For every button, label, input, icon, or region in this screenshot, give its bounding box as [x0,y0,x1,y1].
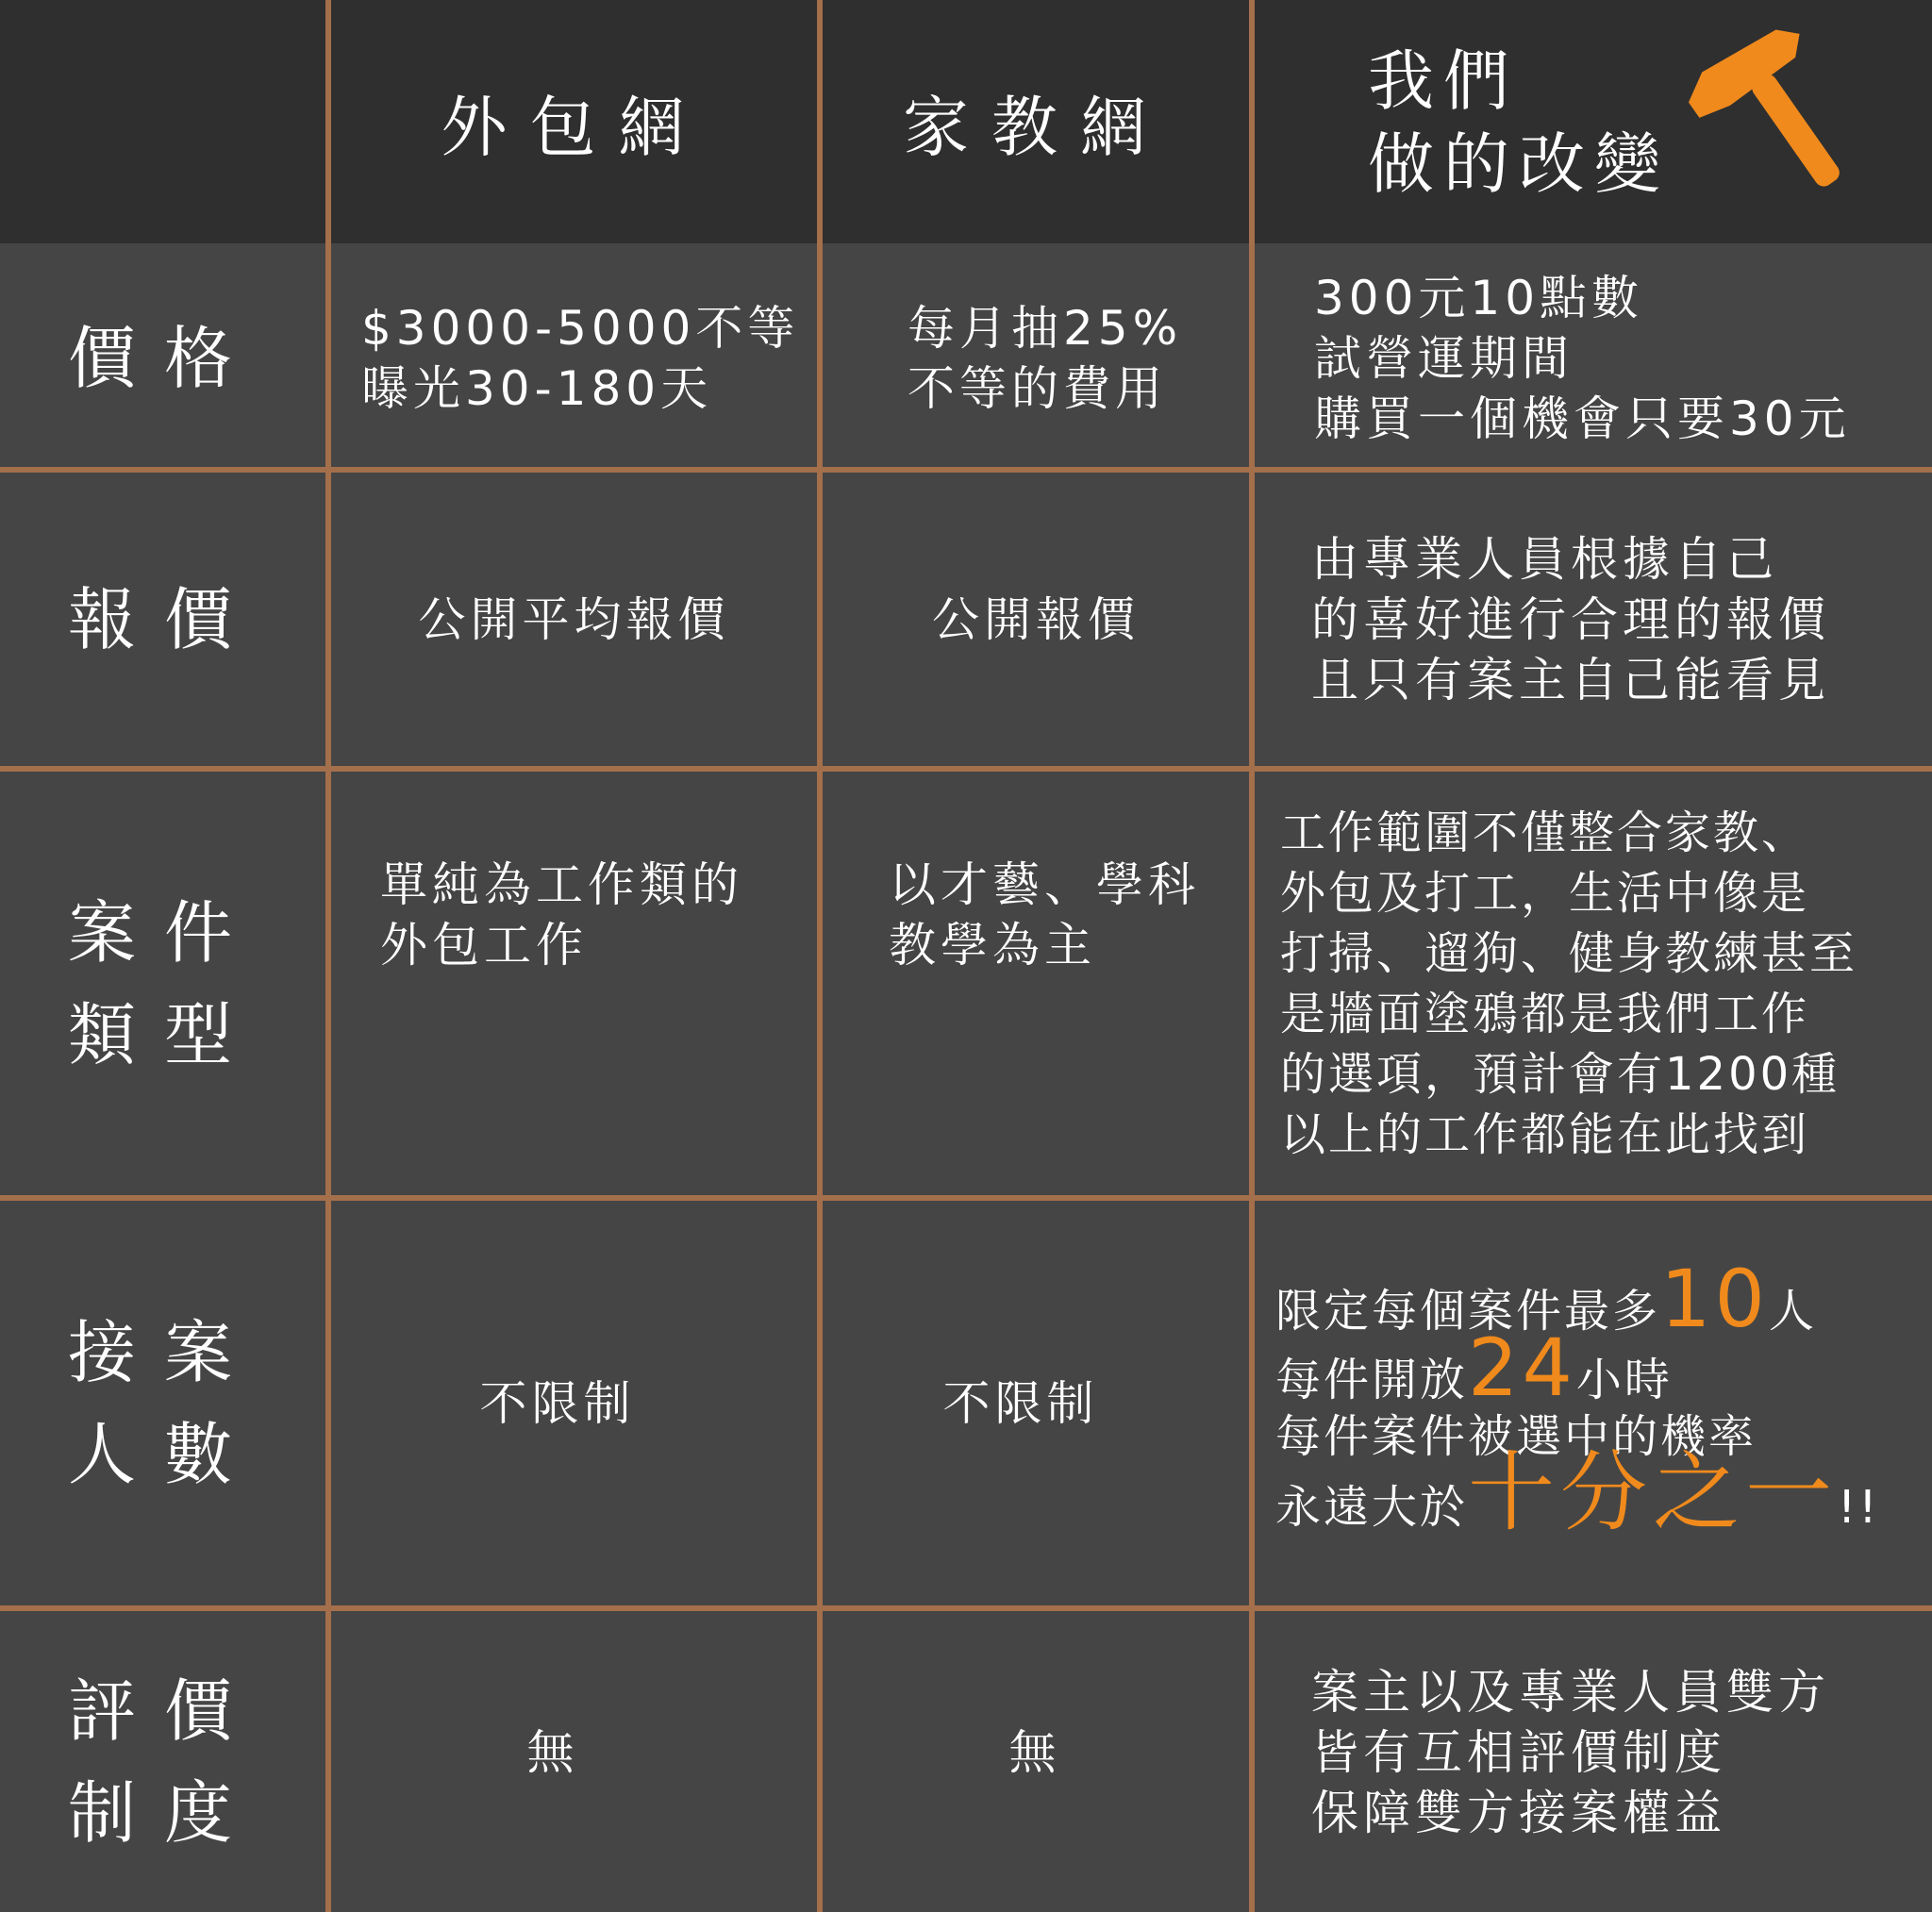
row-label-text: 人數 [68,1414,261,1494]
cell-line: 300元10點數 [1314,270,1644,325]
cell-quote-ours [1311,473,1920,766]
cell-line: 以才藝、學科 [889,857,1200,912]
row-label-text: 制度 [68,1772,261,1853]
row-label-price [0,249,325,467]
cell-line: $3000-5000不等 [361,300,800,356]
cell-price-ours [1314,249,1918,467]
cell-line: 公開平均報價 [418,591,730,647]
text: !! [1838,1481,1880,1534]
cell-line: 不等的費用 [908,360,1167,416]
cell-line: 單純為工作類的 [380,857,743,912]
text: 小時 [1575,1354,1673,1406]
cell-line: 保障雙方接案權益 [1311,1786,1726,1840]
header-our-changes-line: 做的改變 [1368,125,1670,203]
cell-line: 公開報價 [932,591,1140,647]
text: 人 [1768,1285,1817,1338]
cell-line [1275,1322,1673,1414]
cell-line: 案主以及專業人員雙方 [1311,1665,1830,1720]
cell-line: 不限制 [479,1375,636,1431]
header-tutoring-label: 家教網 [903,88,1169,166]
row-label-text: 案件 [68,892,261,973]
header-outsourcing [331,0,817,243]
text: 限定每個案件最多 [1275,1285,1661,1338]
cell-case-type-outsourcing [380,849,814,981]
cell-review-ours [1311,1611,1920,1894]
cell-line: 由專業人員根據自己 [1311,531,1778,587]
hammer-icon [1679,19,1868,198]
cell-line: 打掃、遛狗、健身教練甚至 [1280,926,1858,980]
cell-line: 試營運期間 [1314,330,1574,386]
row-label-text: 評價 [68,1671,261,1751]
cell-line: 的喜好進行合理的報價 [1311,591,1830,647]
header-our-changes-line: 我們 [1368,42,1519,120]
cell-line: 外包工作 [380,918,588,973]
cell-price-outsourcing [361,249,814,467]
cell-case-type-tutoring [889,849,1247,981]
cell-case-type-ours [1280,772,1931,1195]
highlight-number: 10 [1660,1253,1769,1345]
cell-line: 無 [526,1725,579,1780]
text: 永遠大於 [1275,1481,1469,1534]
cell-quote-tutoring [823,473,1249,766]
cell-quote-outsourcing [331,473,817,766]
highlight-text: 十分之一 [1468,1442,1839,1543]
row-label-review [0,1611,325,1912]
cell-line: 教學為主 [889,918,1096,973]
cell-price-tutoring [908,249,1247,467]
row-label-case-type [0,772,325,1195]
cell-review-tutoring [823,1611,1247,1894]
header-tutoring [823,0,1249,243]
cell-line: 每月抽25% [908,300,1183,356]
cell-line: 工作範圍不僅整合家教、 [1280,806,1810,859]
row-label-quote [0,473,325,766]
cell-line [1275,1442,1880,1543]
cell-line: 無 [1008,1725,1061,1780]
cell-line: 每件案件被選中的機率 [1275,1410,1757,1463]
cell-line: 以上的工作都能在此找到 [1280,1107,1810,1161]
cell-line: 外包及打工，生活中像是 [1280,866,1810,920]
row-label-text: 類型 [68,994,261,1074]
header-outsourcing-label: 外包網 [441,88,708,166]
cell-applicants-ours [1275,1201,1926,1605]
cell-line: 不限制 [942,1375,1099,1431]
cell-applicants-outsourcing [331,1201,784,1605]
text: 每件開放 [1275,1354,1469,1406]
highlight-number: 24 [1468,1322,1576,1414]
cell-line: 曝光30-180天 [361,360,713,416]
cell-line: 是牆面塗鴉都是我們工作 [1280,987,1810,1040]
row-label-applicants [0,1201,325,1605]
cell-applicants-tutoring [823,1201,1219,1605]
cell-line: 且只有案主自己能看見 [1311,652,1830,707]
cell-review-outsourcing [331,1611,774,1894]
cell-line: 皆有互相評價制度 [1311,1725,1726,1780]
row-label-text: 接案 [68,1312,261,1392]
grid-divider-vertical [1249,0,1255,1912]
cell-line: 購買一個機會只要30元 [1314,391,1851,446]
row-label-text: 價格 [68,318,261,398]
row-label-text: 報價 [68,579,261,659]
cell-line: 的選項，預計會有1200種 [1280,1047,1840,1101]
